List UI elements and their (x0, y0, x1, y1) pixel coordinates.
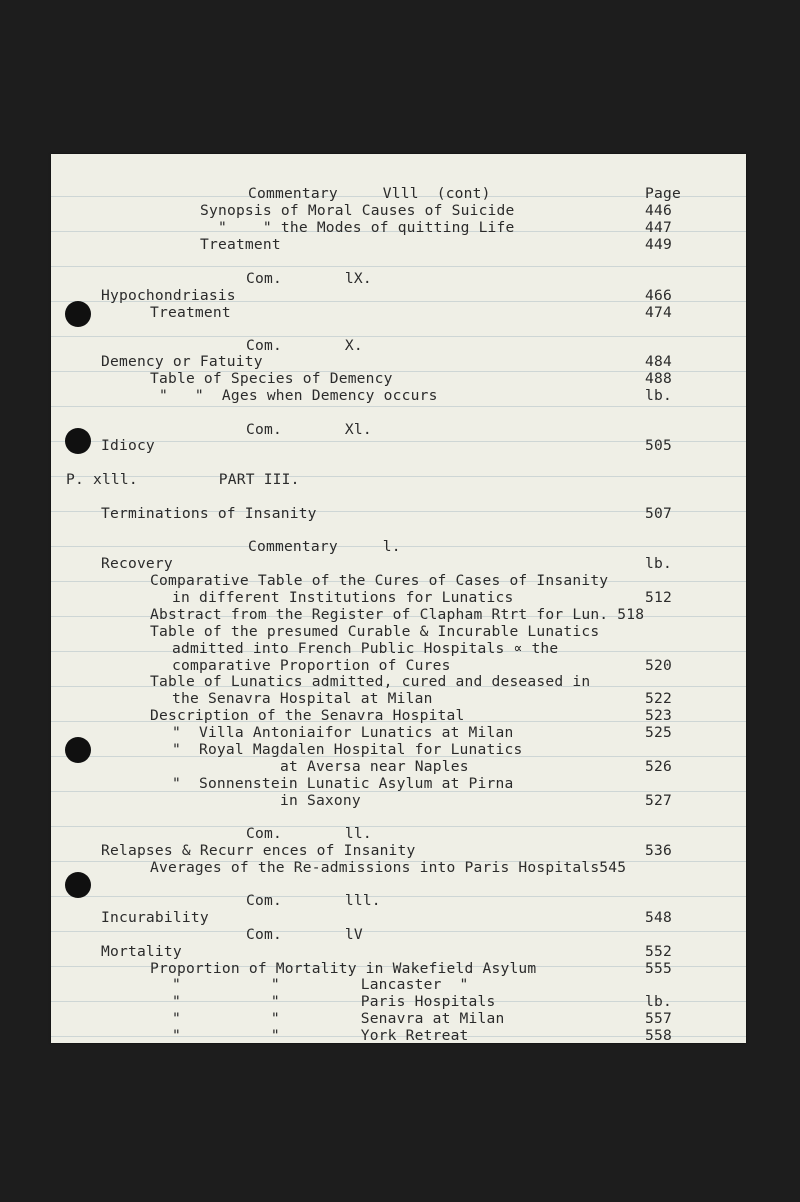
text-line: lb. (645, 555, 672, 572)
text-line: 525 (645, 724, 672, 741)
text-line: Com. X. (246, 337, 363, 354)
text-line: 505 (645, 437, 672, 454)
text-line: 474 (645, 304, 672, 321)
text-line: 484 (645, 353, 672, 370)
text-line: " Sonnenstein Lunatic Asylum at Pirna (172, 775, 514, 792)
text-line: Mortality (101, 943, 182, 960)
text-line: Commentary Vlll (cont) (248, 185, 491, 202)
text-line: Page (645, 185, 681, 202)
text-line: 527 (645, 792, 672, 809)
text-line: 522 (645, 690, 672, 707)
text-line: Com. lX. (246, 270, 372, 287)
text-line: 512 (645, 589, 672, 606)
text-line: at Aversa near Naples (280, 758, 469, 775)
text-line: in different Institutions for Lunatics (172, 589, 514, 606)
text-line: Idiocy (101, 437, 155, 454)
text-line: " " York Retreat (172, 1027, 469, 1044)
text-line: " Royal Magdalen Hospital for Lunatics (172, 741, 523, 758)
text-line: lb. (645, 387, 672, 404)
text-line: Comparative Table of the Cures of Cases of Insanity (150, 572, 609, 589)
punch-hole (65, 872, 91, 898)
text-line: 536 (645, 842, 672, 859)
text-line: Incurability (101, 909, 209, 926)
text-line: " " Lancaster " (172, 976, 469, 993)
text-line: 466 (645, 287, 672, 304)
text-line: Com. lll. (246, 892, 381, 909)
text-line: Table of Species of Demency (150, 370, 393, 387)
punch-hole (65, 737, 91, 763)
text-line: 526 (645, 758, 672, 775)
text-line: 523 (645, 707, 672, 724)
text-line: " " the Modes of quitting Life (200, 219, 515, 236)
text-line: the Senavra Hospital at Milan (172, 690, 433, 707)
text-line: 447 (645, 219, 672, 236)
text-line: Recovery (101, 555, 173, 572)
text-line: P. xlll. PART III. (66, 471, 300, 488)
text-line: " " Senavra at Milan (172, 1010, 505, 1027)
text-line: Table of Lunatics admitted, cured and deseased in (150, 673, 591, 690)
text-line: Treatment (150, 304, 231, 321)
text-line: Demency or Fatuity (101, 353, 263, 370)
punch-hole (65, 428, 91, 454)
text-line: comparative Proportion of Cures (172, 657, 451, 674)
text-line: 449 (645, 236, 672, 253)
text-line: Terminations of Insanity (101, 505, 317, 522)
text-line: 557 (645, 1010, 672, 1027)
text-line: Hypochondriasis (101, 287, 236, 304)
text-line: Description of the Senavra Hospital (150, 707, 465, 724)
text-line: Relapses & Recurr ences of Insanity (101, 842, 416, 859)
text-line: Com. lV (246, 926, 363, 943)
punch-hole (65, 301, 91, 327)
text-line: Proportion of Mortality in Wakefield Asylum (150, 960, 537, 977)
text-line: 507 (645, 505, 672, 522)
text-line: Com. Xl. (246, 421, 372, 438)
text-line: 555 (645, 960, 672, 977)
text-line: 446 (645, 202, 672, 219)
text-line: 558 (645, 1027, 672, 1044)
text-line: 548 (645, 909, 672, 926)
text-line: " " Paris Hospitals (172, 993, 496, 1010)
text-line: Synopsis of Moral Causes of Suicide (200, 202, 515, 219)
text-line: in Saxony (280, 792, 361, 809)
text-line: Treatment (200, 236, 281, 253)
text-line: admitted into French Public Hospitals ∝ the (172, 640, 559, 657)
text-line: " " Ages when Demency occurs (150, 387, 438, 404)
text-line: " Villa Antoniaifor Lunatics at Milan (172, 724, 514, 741)
text-line: 520 (645, 657, 672, 674)
text-line: Com. ll. (246, 825, 372, 842)
text-line: 552 (645, 943, 672, 960)
text-line: Abstract from the Register of Clapham Rtrt for Lun. 518 (150, 606, 645, 623)
text-line: Averages of the Re-admissions into Paris Hospitals545 (150, 859, 627, 876)
text-line: lb. (645, 993, 672, 1010)
text-line: Table of the presumed Curable & Incurable Lunatics (150, 623, 600, 640)
text-line: Commentary l. (248, 538, 401, 555)
text-line: 488 (645, 370, 672, 387)
